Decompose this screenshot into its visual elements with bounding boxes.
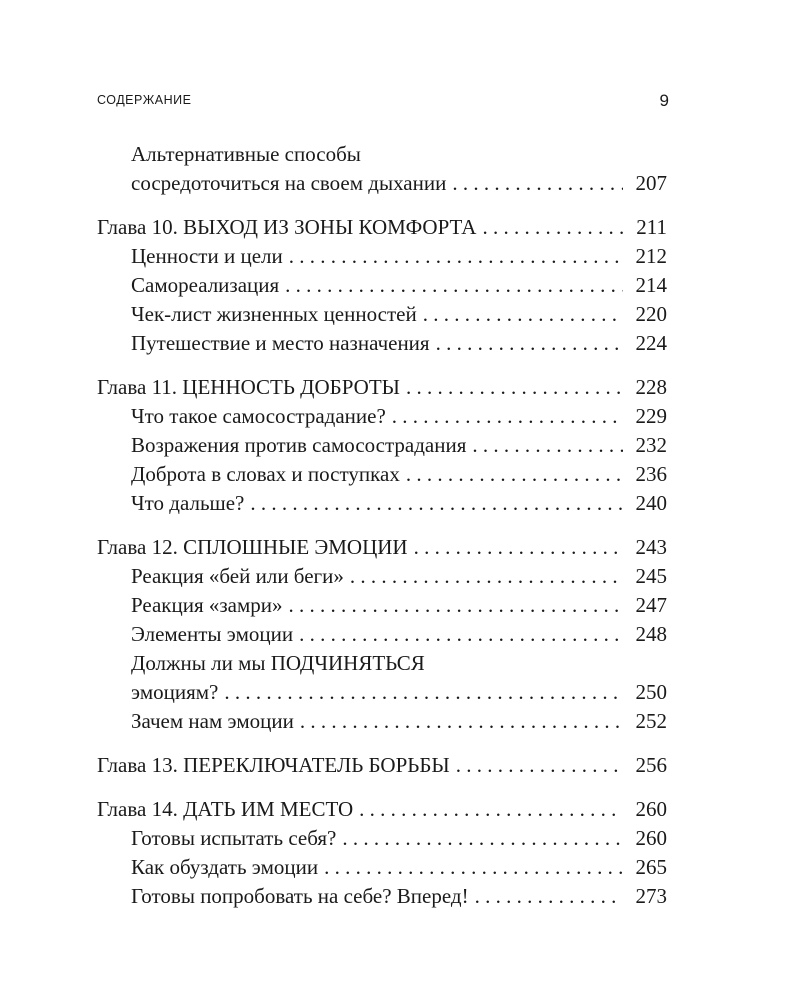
toc-chapter[interactable] [97, 751, 667, 780]
toc-entry-page: 236 [635, 462, 667, 486]
toc-entry[interactable] [97, 620, 667, 649]
toc-chapter-label: Глава 14. ДАТЬ ИМ МЕСТО [97, 797, 354, 821]
toc-entry-page: 224 [635, 331, 667, 355]
toc-group [97, 533, 667, 736]
toc-entry[interactable] [97, 242, 667, 271]
toc-entry-label: Доброта в словах и поступках [131, 462, 400, 486]
toc-group [97, 373, 667, 518]
toc-entry-label: Что дальше? [131, 491, 245, 515]
toc-entry-line [97, 649, 667, 678]
toc-entry-page: 273 [635, 884, 667, 908]
toc-entry-label: Чек-лист жизненных ценностей [131, 302, 417, 326]
toc-entry[interactable] [97, 169, 667, 198]
leader-dots [472, 431, 623, 460]
table-of-contents [97, 140, 667, 926]
toc-chapter-label: Глава 13. ПЕРЕКЛЮЧАТЕЛЬ БОРЬБЫ [97, 753, 450, 777]
toc-chapter-label: Глава 12. СПЛОШНЫЕ ЭМОЦИИ [97, 535, 408, 559]
leader-dots [359, 795, 623, 824]
toc-chapter[interactable] [97, 213, 667, 242]
leader-dots [452, 169, 623, 198]
toc-entry[interactable] [97, 271, 667, 300]
toc-entry-page: 240 [635, 491, 667, 515]
leader-dots [324, 853, 623, 882]
toc-entry[interactable] [97, 824, 667, 853]
toc-entry-label: Путешествие и место назначения [131, 331, 430, 355]
leader-dots [285, 271, 623, 300]
toc-entry-page: 207 [635, 171, 667, 195]
toc-chapter-label: Глава 11. ЦЕННОСТЬ ДОБРОТЫ [97, 375, 400, 399]
toc-entry-label: эмоциям? [131, 680, 219, 704]
toc-entry-line [97, 140, 667, 169]
toc-entry-label: Как обуздать эмоции [131, 855, 319, 879]
leader-dots [350, 562, 623, 591]
toc-group [97, 795, 667, 911]
toc-entry-page: 229 [635, 404, 667, 428]
leader-dots [299, 620, 623, 649]
leader-dots [250, 489, 623, 518]
toc-entry[interactable] [97, 562, 667, 591]
toc-entry[interactable] [97, 853, 667, 882]
toc-entry-label: Возражения против самосострадания [131, 433, 467, 457]
toc-entry[interactable] [97, 707, 667, 736]
toc-entry-page: 265 [635, 855, 667, 879]
leader-dots [392, 402, 623, 431]
toc-entry-page: 212 [635, 244, 667, 268]
toc-chapter[interactable] [97, 533, 667, 562]
toc-entry-label: Альтернативные способы [131, 142, 361, 166]
toc-chapter-page: 228 [635, 375, 667, 399]
toc-entry-label: Самореализация [131, 273, 280, 297]
leader-dots [342, 824, 623, 853]
leader-dots [475, 882, 623, 911]
leader-dots [414, 533, 623, 562]
toc-chapter-page: 260 [635, 797, 667, 821]
toc-entry-page: 248 [635, 622, 667, 646]
toc-entry-label: Что такое самосострадание? [131, 404, 386, 428]
toc-entry-page: 247 [635, 593, 667, 617]
toc-entry[interactable] [97, 329, 667, 358]
leader-dots [300, 707, 623, 736]
toc-entry-label: Реакция «замри» [131, 593, 283, 617]
toc-entry-label: Реакция «бей или беги» [131, 564, 344, 588]
toc-chapter-page: 211 [636, 215, 667, 239]
toc-group [97, 213, 667, 358]
toc-entry-page: 260 [635, 826, 667, 850]
toc-entry[interactable] [97, 489, 667, 518]
toc-chapter-page: 243 [635, 535, 667, 559]
leader-dots [423, 300, 623, 329]
page-number: 9 [659, 91, 669, 110]
leader-dots [406, 373, 623, 402]
toc-entry-page: 252 [635, 709, 667, 733]
toc-chapter[interactable] [97, 373, 667, 402]
toc-entry-label: Ценности и цели [131, 244, 283, 268]
toc-entry-page: 214 [635, 273, 667, 297]
toc-entry[interactable] [97, 591, 667, 620]
toc-entry[interactable] [97, 460, 667, 489]
toc-entry-label: Элементы эмоции [131, 622, 294, 646]
toc-entry[interactable] [97, 882, 667, 911]
leader-dots [482, 213, 623, 242]
toc-entry-page: 220 [635, 302, 667, 326]
toc-entry-page: 245 [635, 564, 667, 588]
toc-entry[interactable] [97, 678, 667, 707]
toc-chapter-page: 256 [635, 753, 667, 777]
toc-entry-page: 232 [635, 433, 667, 457]
toc-group [97, 140, 667, 198]
toc-chapter[interactable] [97, 795, 667, 824]
toc-entry-label: Зачем нам эмоции [131, 709, 294, 733]
leader-dots [289, 591, 623, 620]
toc-entry[interactable] [97, 431, 667, 460]
toc-group [97, 751, 667, 780]
toc-entry-label: сосредоточиться на своем дыхании [131, 171, 447, 195]
toc-entry-label: Готовы испытать себя? [131, 826, 337, 850]
leader-dots [224, 678, 623, 707]
toc-entry[interactable] [97, 300, 667, 329]
toc-chapter-label: Глава 10. ВЫХОД ИЗ ЗОНЫ КОМФОРТА [97, 215, 477, 239]
running-head: СОДЕРЖАНИЕ [97, 93, 192, 107]
toc-entry-page: 250 [635, 680, 667, 704]
leader-dots [456, 751, 623, 780]
leader-dots [436, 329, 623, 358]
leader-dots [289, 242, 623, 271]
toc-entry-label: Готовы попробовать на себе? Вперед! [131, 884, 469, 908]
toc-entry-label: Должны ли мы ПОДЧИНЯТЬСЯ [131, 651, 425, 675]
leader-dots [406, 460, 623, 489]
toc-entry[interactable] [97, 402, 667, 431]
